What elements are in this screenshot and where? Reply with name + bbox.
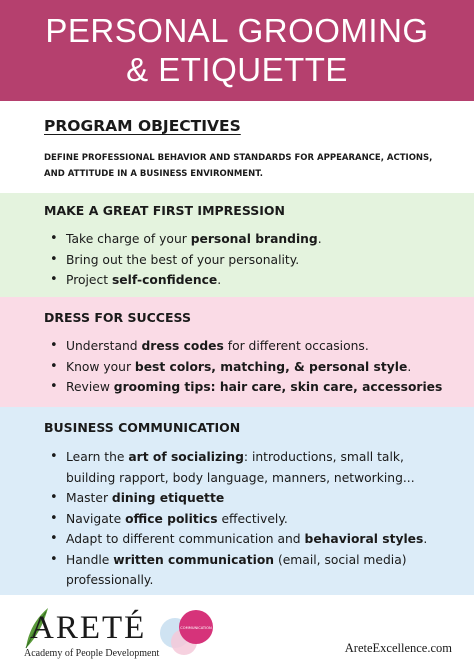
objectives-title: PROGRAM OBJECTIVES: [44, 117, 241, 135]
bullet-text: Review: [66, 380, 114, 394]
bullet-text: .: [423, 532, 428, 546]
bullet-emphasis: grooming tips: hair care, skin care, accessories: [113, 380, 443, 394]
objectives-text: DEFINE PROFESSIONAL BEHAVIOR AND STANDARDS FOR APPEARANCE, ACTIONS, AND ATTITUDE IN A BUSINESS ENVIRONMENT.: [44, 153, 433, 179]
bullet-text: .: [407, 359, 412, 374]
bullet-text: Navigate: [66, 511, 126, 526]
bullet-emphasis: personal branding: [190, 232, 318, 246]
bullet-emphasis: best colors, matching, & personal style: [134, 359, 408, 374]
title-line-1: PERSONAL GROOMING: [45, 12, 429, 49]
section-title: MAKE A GREAT FIRST IMPRESSION: [44, 203, 286, 218]
bullet-list: [44, 229, 466, 291]
section-title: BUSINESS COMMUNICATION: [44, 420, 241, 435]
section-first-impression: [0, 193, 474, 297]
bullet-text: Handle: [66, 552, 114, 567]
bullet-text: effectively.: [217, 511, 288, 526]
footer: [0, 595, 474, 670]
bullet-text: Master: [66, 491, 112, 505]
list-item: [66, 250, 466, 271]
partner-logo-text: COMMUNICATION: [180, 626, 212, 630]
title-line-2: & ETIQUETTE: [126, 51, 348, 88]
list-item: [66, 550, 466, 591]
bullet-text: .: [217, 273, 222, 287]
bullet-text: Bring out the best of your personality.: [66, 252, 300, 267]
bullet-continuation: building rapport, body language, manners, networking...: [66, 470, 415, 485]
bullet-text: Adapt to different communication and: [66, 532, 305, 546]
logo-text: ARETÉ: [30, 610, 147, 646]
bullet-text: Learn the: [66, 450, 129, 464]
bullet-text: Understand: [66, 339, 142, 353]
arete-logo: [22, 606, 172, 664]
list-item: [66, 529, 466, 550]
bullet-emphasis: written communication: [113, 552, 275, 567]
list-item: [66, 270, 466, 291]
bullet-text: Project: [66, 273, 112, 287]
section-dress-for-success: [0, 297, 474, 407]
bullet-text: for different occasions.: [223, 339, 369, 353]
list-item: [66, 488, 466, 509]
bullet-list: [44, 336, 466, 398]
list-item: [66, 377, 466, 398]
website-link[interactable]: AreteExcellence.com: [344, 641, 452, 655]
communication-logo-icon: [158, 607, 216, 657]
bullet-text: .: [317, 232, 322, 246]
logo-tagline: Academy of People Development: [24, 648, 160, 659]
bullet-emphasis: dress codes: [141, 339, 224, 353]
bullet-emphasis: dining etiquette: [111, 491, 225, 505]
bullet-text: (email, social media): [274, 552, 407, 567]
bullet-list: [44, 447, 466, 591]
list-item: [66, 357, 466, 378]
section-business-communication: [0, 407, 474, 595]
section-title: DRESS FOR SUCCESS: [44, 310, 191, 325]
list-item: [66, 336, 466, 357]
page-header: [0, 0, 474, 101]
bullet-emphasis: art of socializing: [128, 450, 244, 464]
program-objectives: [0, 101, 474, 193]
bullet-text: : introductions, small talk,: [243, 450, 404, 464]
bullet-emphasis: self-confidence: [111, 273, 218, 287]
bullet-text: Know your: [66, 359, 135, 374]
bullet-text: Take charge of your: [66, 232, 191, 246]
bullet-emphasis: office politics: [125, 511, 218, 526]
bullet-continuation: professionally.: [66, 573, 154, 587]
list-item: [66, 509, 466, 530]
list-item: [66, 447, 466, 488]
list-item: [66, 229, 466, 250]
bullet-emphasis: behavioral styles: [304, 532, 424, 546]
